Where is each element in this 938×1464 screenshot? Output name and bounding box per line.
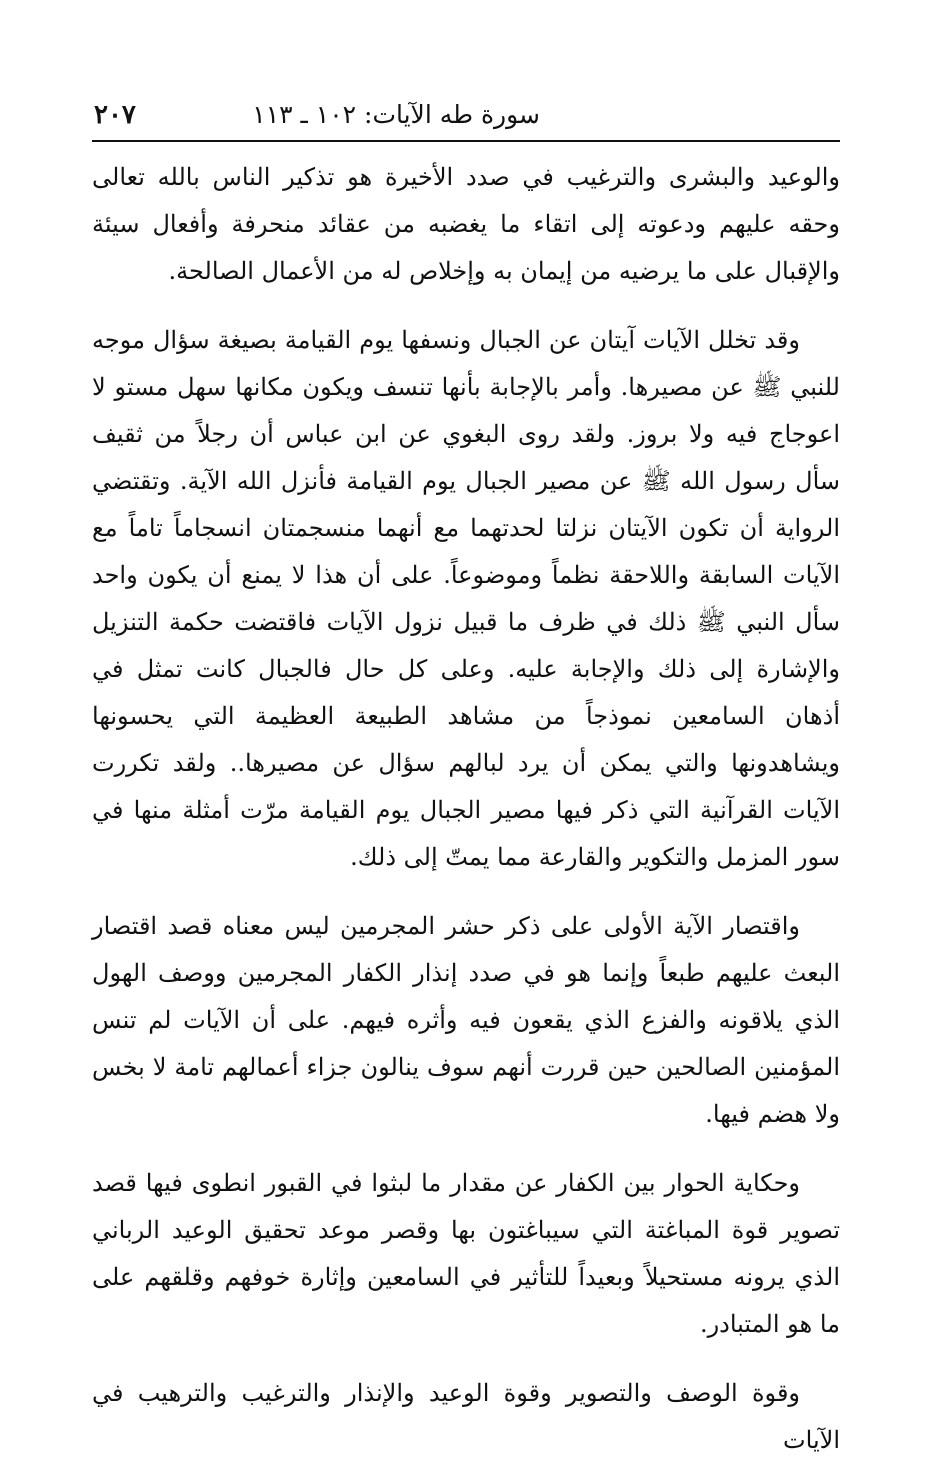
page-header [92,96,840,140]
paragraph: وقد تخلل الآيات آيتان عن الجبال ونسفها يوم القيامة بصيغة سؤال موجه للنبي ﷺ عن مصيرها. وأمر بالإجابة بأنها تنسف ويكون مكانها سهل مستو لا اعوجاج فيه ولا بروز. ولقد روى البغوي عن ابن عباس أن رجلاً من ثقيف سأل رسول الله ﷺ عن مصير الجبال يوم القيامة فأنزل الله الآية. وتقتضي الرواية أن تكون الآيتان نزلتا لحدتهما مع أنهما منسجمتان انسجاماً تاماً مع الآيات السابقة واللاحقة نظماً وموضوعاً. على أن هذا لا يمنع أن يكون واحد سأل النبي ﷺ ذلك في ظرف ما قبيل نزول الآيات فاقتضت حكمة التنزيل والإشارة إلى ذلك والإجابة عليه. وعلى كل حال فالجبال كانت تمثل في أذهان السامعين نموذجاً من مشاهد الطبيعة العظيمة التي يحسونها ويشاهدونها والتي يمكن أن يرد لبالهم سؤال عن مصيرها.. ولقد تكررت الآيات القرآنية التي ذكر فيها مصير الجبال يوم القيامة مرّت أمثلة منها في سور المزمل والتكوير والقارعة مما يمتّ إلى ذلك. [92,326,840,871]
page-body [92,154,840,1464]
paragraph: واقتصار الآية الأولى على ذكر حشر المجرمين ليس معناه قصد اقتصار البعث عليهم طبعاً وإنما هو في صدد إنذار الكفار المجرمين ووصف الهول الذي يلاقونه والفزع الذي يقعون فيه وأثره فيهم. على أن الآيات لم تنس المؤمنين الصالحين حين قررت أنهم سوف ينالون جزاء أعمالهم تامة لا بخس ولا هضم فيها. [92,912,841,1128]
paragraph: وقوة الوصف والتصوير وقوة الوعيد والإنذار والترغيب والترهيب في الآيات [92,1379,840,1454]
header-rule [92,140,840,142]
running-title: سورة طه الآيات: ١٠٢ ـ ١١٣ [252,100,540,129]
paragraph: والوعيد والبشرى والترغيب في صدد الأخيرة هو تذكير الناس بالله تعالى وحقه عليهم ودعوته إلى اتقاء ما يغضبه من عقائد منحرفة وأفعال سيئة والإقبال على ما يرضيه من إيمان به وإخلاص له من الأعمال الصالحة. [92,163,840,285]
paragraph: وحكاية الحوار بين الكفار عن مقدار ما لبثوا في القبور انطوى فيها قصد تصوير قوة المباغتة التي سيباغتون بها وقصر موعد تحقيق الوعيد الرباني الذي يرونه مستحيلاً وبعيداً للتأثير في السامعين وإثارة خوفهم وقلقهم على ما هو المتبادر. [92,1169,840,1338]
page-number: ٢٠٧ [94,100,136,130]
book-page [92,96,840,1464]
